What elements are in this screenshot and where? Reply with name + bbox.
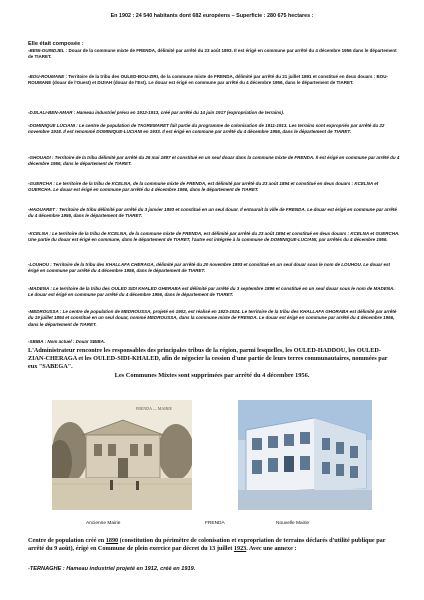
entry-text: : Hameau industriel projeté en 1912, créé en 1919. [61, 566, 196, 572]
communes-mixtes-line: Les Communes Mixtes sont supprimées par arrêté du 4 décembre 1956. [114, 372, 310, 379]
entry-name: -GUERCHA [28, 181, 53, 186]
centre-year-1923: 1923 [233, 545, 247, 552]
frenda-caption: FRENDA [205, 521, 225, 526]
entry-madena [28, 286, 400, 299]
centre-year-1890: 1890 [105, 537, 119, 544]
entry-haouaret [28, 207, 400, 220]
entry-ghouadi [28, 155, 400, 168]
nouvelle-mairie-photo [238, 400, 372, 510]
entry-name: -DOMINIQUE LUCIANI [28, 123, 75, 128]
entry-text: : Le centre de population de MEDROUSSA, projeté en 1902, est réalisé en 1923-1924. Le territoire de la tribu des KHALLAFA GHORABA est délimité par arrêté du 19 juillet 1894 et constitué en un seul douar, nommé MEDROUSSA, dans la commune mixte de FRENDA. Le douar est érigé en commune par arrêté du 4 décembre 1956, dans le département de TIARET. [28, 309, 397, 327]
entry-text: : Nom actuel : Douar SBIBA. [43, 339, 106, 344]
entry-djilali-ben-amar [28, 110, 400, 116]
entry-name: -TERNAGHE [28, 566, 62, 572]
entry-text: : Le territoire de la tribu de KCELNA, de la commune mixte de FRENDA, est délimité par arrêté du 23 août 1894 et constitué en deux douars : KCELNA et GUERCHA. Le douar est érigé en commune par arrêté du 4 décembre 1956, dans le département de TIARET. [28, 181, 379, 193]
entry-text: : Territoire de tribu délimité par arrêté du 3 janvier 1893 et constitué en un seul douar. Il entourait la ville de FRENDA. Le douar est érigé en commune par arrêté du 4 décembre 1956, dans le département de TIARET. [28, 207, 397, 219]
entry-name: -BENI-OUINDJEL [28, 48, 65, 53]
entry-name: -DJILALI-BEN-AMAR [28, 110, 73, 115]
ancienne-mairie-caption: Ancienne Mairie [86, 521, 121, 526]
entry-name: -MEDROUSSA [28, 309, 59, 314]
entry-name: -KCELNA [28, 231, 49, 236]
entry-name: -BOU-ROUMANE [28, 74, 65, 79]
entry-ternaghe [28, 566, 400, 573]
administrator-paragraph: L'Administrateur rencontre les responsables des principales tribus de la région, parmi lesquelles, les OULED-HADDOU, les OULED-ZIAN-CHERAGA et les OULED-SIDI-KHALED, afin de négocier la cession d'une partie de leurs terres communautaires, nommées par eux "SABEGA". [28, 347, 388, 370]
entry-kcelna [28, 231, 400, 244]
entry-text: : Territoire de la tribu délimité par arrêté du 26 mai 1897 et constitué en un seul douar dans la commune mixte de FRENDA. Il est érigé en commune par arrêté du 4 décembre 1956, dans le département de TIARET. [28, 155, 400, 167]
entry-text: : Territoire de la tribu des OULED-BOU-ZIRI, de la commune mixte de FRENDA, délimité par arrêté du 21 juillet 1891 et constitué en deux douars : BOU-ROUMANE (douar de l'Ouest) et DIJIAH (douar de l'Est). Le douar est érigé en commune par arrêté du 4 décembre 1956, dans le département de TIARET. [28, 74, 388, 86]
centre-population-paragraph [28, 537, 398, 553]
entry-sbiba [28, 339, 400, 345]
entry-name: -LOUHOU [28, 262, 49, 267]
entry-text: : Le centre de population de TAGREMARET fait partie du programme de colonisation de 1911-1913. Les terrains sont expropriés par arrêté du 22 novembre 1918. Il est renommé DOMINIQUE-LUCIANI en 1933. Il est érigé en commune par arrêté du 4 décembre 1956, dans le département de TIARET. [28, 123, 385, 135]
composition-title: Elle était composée : [28, 41, 84, 47]
entry-name: -GHOUADI [28, 155, 51, 160]
ancienne-mairie-image [52, 400, 192, 510]
centre-text-1: Centre de population créé en [28, 537, 106, 544]
centre-text-3: . Avec une annexe : [246, 545, 297, 552]
entry-beni-ouindjel [28, 48, 400, 61]
entry-louhou [28, 262, 400, 275]
centre-text-2: (constitution du périmètre de colonisation et expropriation de terrains déclarés d'utilité publique par arrêté du 9 août), érigé en Commune de plein exercice par décret du 13 juillet [28, 537, 386, 552]
ancienne-mairie-photo [52, 400, 192, 510]
entry-name: -HAOUARET [28, 207, 55, 212]
population-header: En 1902 : 24 540 habitants dont 682 européens – Superficie : 280 675 hectares : [110, 13, 314, 19]
nouvelle-mairie-caption: Nouvelle Mairie [276, 521, 310, 526]
entry-text: : Territoire de la tribu des KHALLAFA CHERAGA, délimité par arrêté du 20 novembre 1893 et constitué en un seul douar sous le nom de LOUHOU. Le douar est érigé en commune par arrêté du 4 décembre 1956, dans le département de TIARET. [28, 262, 390, 274]
entry-text: : Hameau industriel prévu en 1912-1913, créé par arrêté du 14 juin 1917 (expropriation de terrains). [72, 110, 285, 115]
entry-guercha [28, 181, 400, 194]
entry-text: : Le territoire de la tribu des OULED SIDI KHALED GHERABA est délimité par arrêté du 3 septembre 1896 et constitué en un seul douar sous le nom de MADENA. Le douar est érigé en commune par arrêté du 4 décembre 1956, dans le département de TIARET. [28, 286, 395, 298]
nouvelle-mairie-image [238, 400, 372, 510]
entry-bou-roumane [28, 74, 400, 87]
photo-inscription: FRENDA — MAIRIE [136, 406, 173, 411]
entry-name: -MADENA [28, 286, 50, 291]
entry-text: : Le territoire de la tribu de KCELNA, de la commune mixte de FRENDA, est délimité par arrêté du 23 août 1894 et constitué en deux douars : KCELNA et GUERCHA. Une partie du douar est érigé en commune, dans le département de TIARET, l'autre est intégrée à la commune de DOMINIQUE-LUCIANI, par arrêtés du 4 décembre 1956. [28, 231, 400, 243]
entry-medroussa [28, 309, 400, 328]
entry-text: : Douar de la commune mixte de FRENDA, délimité par arrêté du 23 août 1893. Il est érigé en commune par arrêté du 4 décembre 1956 dans le département de TIARET. [28, 48, 397, 60]
entry-name: -SBIBA [28, 339, 44, 344]
entry-dominique-luciani [28, 123, 400, 136]
